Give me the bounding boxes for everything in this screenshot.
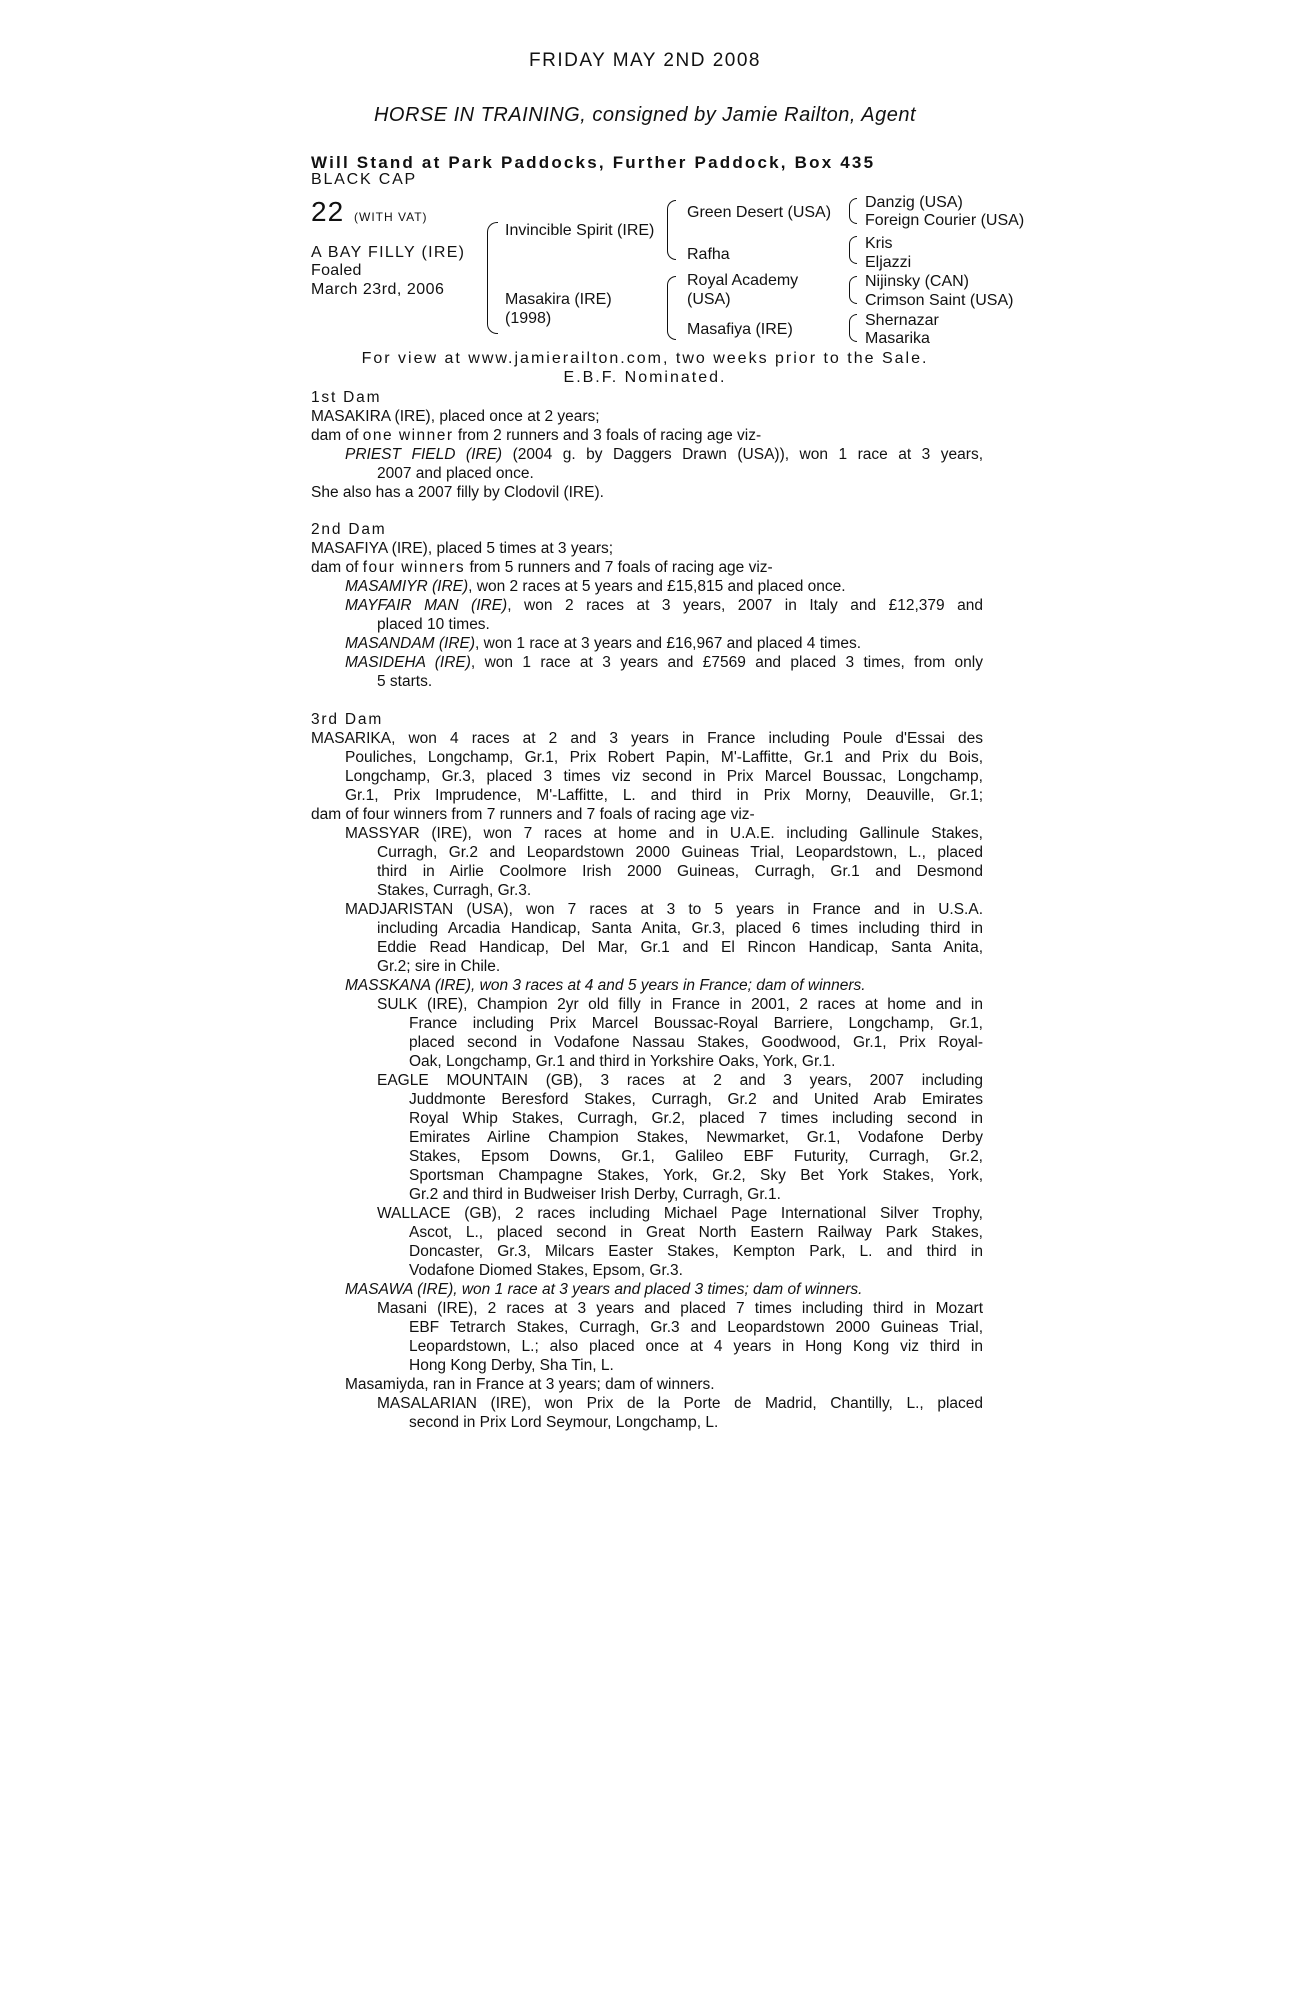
dam-dam-name: Masafiya (IRE) <box>687 321 793 338</box>
first-dam-note: She also has a 2007 filly by Clodovil (IRE). <box>311 484 604 501</box>
grandprogeny-line-cont: Sportsman Champagne Stakes, York, Gr.2, Sky Bet York Stakes, York, <box>409 1167 983 1184</box>
grandprogeny-line-cont: Royal Whip Stakes, Curragh, Gr.2, placed 7 times including second in <box>409 1110 983 1127</box>
progeny-line-cont: 2007 and placed once. <box>377 465 534 482</box>
progeny-line-cont: Stakes, Curragh, Gr.3. <box>377 882 532 899</box>
grandprogeny-line-cont: Gr.2 and third in Budweiser Irish Derby, Curragh, Gr.1. <box>409 1186 781 1203</box>
progeny-line <box>311 596 983 615</box>
consignment-line: HORSE IN TRAINING, consigned by Jamie Railton, Agent <box>373 104 917 126</box>
third-dam-produce-line: dam of four winners from 7 runners and 7 foals of racing age viz- <box>311 806 755 823</box>
winner-count: four winners <box>362 559 466 576</box>
grandsire-3: Kris <box>865 235 893 252</box>
progeny-record: , won 2 races at 3 years, 2007 in Italy and £12,379 and <box>507 597 983 614</box>
grandsire-8: Masarika <box>865 330 930 347</box>
progeny-name: MASAMIYR (IRE) <box>345 578 469 595</box>
progeny-name: MAYFAIR MAN (IRE) <box>345 597 508 614</box>
grandsire-6: Crimson Saint (USA) <box>865 292 1014 309</box>
progeny-line <box>311 653 983 672</box>
grandprogeny-line-cont: Emirates Airline Champion Stakes, Newmarket, Gr.1, Vodafone Derby <box>409 1129 983 1146</box>
grandprogeny-line: MASALARIAN (IRE), won Prix de la Porte de Madrid, Chantilly, L., placed <box>377 1395 983 1412</box>
grandprogeny-line: WALLACE (GB), 2 races including Michael Page International Silver Trophy, <box>377 1205 983 1222</box>
grandprogeny-line-cont: Oak, Longchamp, Gr.1 and third in Yorkshire Oaks, York, Gr.1. <box>409 1053 836 1070</box>
viewing-note: For view at www.jamierailton.com, two weeks prior to the Sale. <box>361 350 929 367</box>
horse-description: A BAY FILLY (IRE) <box>311 244 466 261</box>
third-dam-line: Longchamp, Gr.3, placed 3 times viz second in Prix Marcel Boussac, Longchamp, <box>345 768 983 785</box>
grandprogeny-line-cont: Leopardstown, L.; also placed once at 4 years in Hong Kong viz third in <box>409 1338 983 1355</box>
grandsire-2: Foreign Courier (USA) <box>865 212 1025 229</box>
pedigree-brace-g2 <box>849 236 857 264</box>
grandsire-4: Eljazzi <box>865 254 912 271</box>
progeny-line <box>311 577 983 596</box>
foaled-date: March 23rd, 2006 <box>311 281 445 298</box>
progeny-line-cont: including Arcadia Handicap, Santa Anita, Gr.3, placed 6 times including third in <box>377 920 983 937</box>
third-dam-heading: 3rd Dam <box>311 711 384 728</box>
progeny-line-cont: Curragh, Gr.2 and Leopardstown 2000 Guineas Trial, Leopardstown, L., placed <box>377 844 983 861</box>
progeny-name: PRIEST FIELD (IRE) <box>345 446 503 463</box>
pedigree-brace-g4 <box>849 314 857 342</box>
first-dam-section <box>311 388 983 502</box>
progeny-name: MASIDEHA (IRE) <box>345 654 471 671</box>
progeny-record: (2004 g. by Daggers Drawn (USA)), won 1 race at 3 years, <box>502 446 983 463</box>
sire-dam-name: Rafha <box>687 246 730 263</box>
lot-number: 22 <box>311 196 345 227</box>
second-dam-section <box>311 520 983 691</box>
grandsire-1: Danzig (USA) <box>865 194 963 211</box>
first-dam-produce-line <box>311 426 983 445</box>
dam-sire-country: (USA) <box>687 291 731 308</box>
progeny-line-cont: third in Airlie Coolmore Irish 2000 Guineas, Curragh, Gr.1 and Desmond <box>377 863 983 880</box>
sale-date: FRIDAY MAY 2ND 2008 <box>529 50 761 71</box>
grandprogeny-line-cont: Stakes, Epsom Downs, Gr.1, Galileo EBF Futurity, Curragh, Gr.2, <box>409 1148 983 1165</box>
grandprogeny-line-cont: second in Prix Lord Seymour, Longchamp, L. <box>409 1414 719 1431</box>
dam-year: (1998) <box>505 310 552 327</box>
progeny-line-cont: 5 starts. <box>377 673 433 690</box>
dam-sire-name: Royal Academy <box>687 272 799 289</box>
progeny-record: , won 1 race at 3 years and £7569 and placed 3 times, from only <box>470 654 983 671</box>
progeny-record: , won 1 race at 3 years and £16,967 and placed 4 times. <box>475 635 862 652</box>
progeny-line <box>311 445 983 464</box>
progeny-line: MADJARISTAN (USA), won 7 races at 3 to 5 years in France and in U.S.A. <box>345 901 983 918</box>
third-dam-line: MASARIKA, won 4 races at 2 and 3 years in France including Poule d'Essai des <box>311 730 983 747</box>
pedigree-brace-dam <box>667 276 676 340</box>
progeny-line: MASAWA (IRE), won 1 race at 3 years and placed 3 times; dam of winners. <box>345 1281 863 1298</box>
progeny-line: MASSYAR (IRE), won 7 races at home and in U.A.E. including Gallinule Stakes, <box>345 825 983 842</box>
sire-sire-name: Green Desert (USA) <box>687 204 832 221</box>
grandprogeny-line-cont: placed second in Vodafone Nassau Stakes, Goodwood, Gr.1, Prix Royal- <box>409 1034 983 1051</box>
sire-name: Invincible Spirit (IRE) <box>505 222 655 239</box>
grandprogeny-line-cont: Hong Kong Derby, Sha Tin, L. <box>409 1357 614 1374</box>
grandsire-7: Shernazar <box>865 312 939 329</box>
grandprogeny-line-cont: EBF Tetrarch Stakes, Curragh, Gr.3 and Leopardstown 2000 Guineas Trial, <box>409 1319 983 1336</box>
grandprogeny-line-cont: Juddmonte Beresford Stakes, Curragh, Gr.2 and United Arab Emirates <box>409 1091 983 1108</box>
pedigree-brace-g1 <box>849 198 857 224</box>
second-dam-produce-line <box>311 558 983 577</box>
pedigree-brace-g3 <box>849 276 857 304</box>
grandprogeny-line: EAGLE MOUNTAIN (GB), 3 races at 2 and 3 years, 2007 including <box>377 1072 983 1089</box>
progeny-line: Masamiyda, ran in France at 3 years; dam of winners. <box>345 1376 715 1393</box>
first-dam-line: MASAKIRA (IRE), placed once at 2 years; <box>311 408 600 425</box>
text: from 2 runners and 3 foals of racing age viz- <box>453 427 762 444</box>
ebf-note: E.B.F. Nominated. <box>563 369 727 386</box>
text: from 5 runners and 7 foals of racing age viz- <box>465 559 773 576</box>
third-dam-line: Gr.1, Prix Imprudence, M'-Laffitte, L. and third in Prix Morny, Deauville, Gr.1; <box>345 787 983 804</box>
third-dam-section <box>311 710 983 1432</box>
grandprogeny-line-cont: France including Prix Marcel Boussac-Royal Barriere, Longchamp, Gr.1, <box>409 1015 983 1032</box>
grandprogeny-line-cont: Doncaster, Gr.3, Milcars Easter Stakes, Kempton Park, L. and third in <box>409 1243 983 1260</box>
text: dam of <box>311 559 363 576</box>
progeny-line-cont: Eddie Read Handicap, Del Mar, Gr.1 and El Rincon Handicap, Santa Anita, <box>377 939 983 956</box>
pedigree-brace-main <box>487 222 498 334</box>
dam-name: Masakira (IRE) <box>505 291 612 308</box>
winner-count: one winner <box>362 427 454 444</box>
vat-note: (WITH VAT) <box>354 210 428 224</box>
second-dam-line: MASAFIYA (IRE), placed 5 times at 3 years; <box>311 540 614 557</box>
progeny-record: , won 2 races at 5 years and £15,815 and placed once. <box>468 578 846 595</box>
colour-code: BLACK CAP <box>311 171 418 188</box>
grandprogeny-line: SULK (IRE), Champion 2yr old filly in France in 2001, 2 races at home and in <box>377 996 983 1013</box>
progeny-line: MASSKANA (IRE), won 3 races at 4 and 5 years in France; dam of winners. <box>345 977 866 994</box>
progeny-line-cont: Gr.2; sire in Chile. <box>377 958 501 975</box>
grandprogeny-line-cont: Vodafone Diomed Stakes, Epsom, Gr.3. <box>409 1262 683 1279</box>
first-dam-heading: 1st Dam <box>311 389 382 406</box>
foaled-label: Foaled <box>311 262 362 279</box>
stand-location: Will Stand at Park Paddocks, Further Paddock, Box 435 <box>311 153 876 172</box>
pedigree-brace-sire <box>667 200 676 260</box>
grandprogeny-line: Masani (IRE), 2 races at 3 years and placed 7 times including third in Mozart <box>377 1300 983 1317</box>
progeny-name: MASANDAM (IRE) <box>345 635 476 652</box>
grandsire-5: Nijinsky (CAN) <box>865 273 969 290</box>
progeny-line-cont: placed 10 times. <box>377 616 490 633</box>
progeny-line <box>311 634 983 653</box>
third-dam-line: Pouliches, Longchamp, Gr.1, Prix Robert Papin, M'-Laffitte, Gr.1 and Prix du Bois, <box>345 749 983 766</box>
text: dam of <box>311 427 363 444</box>
second-dam-heading: 2nd Dam <box>311 521 387 538</box>
grandprogeny-line-cont: Ascot, L., placed second in Great North Eastern Railway Park Stakes, <box>409 1224 983 1241</box>
